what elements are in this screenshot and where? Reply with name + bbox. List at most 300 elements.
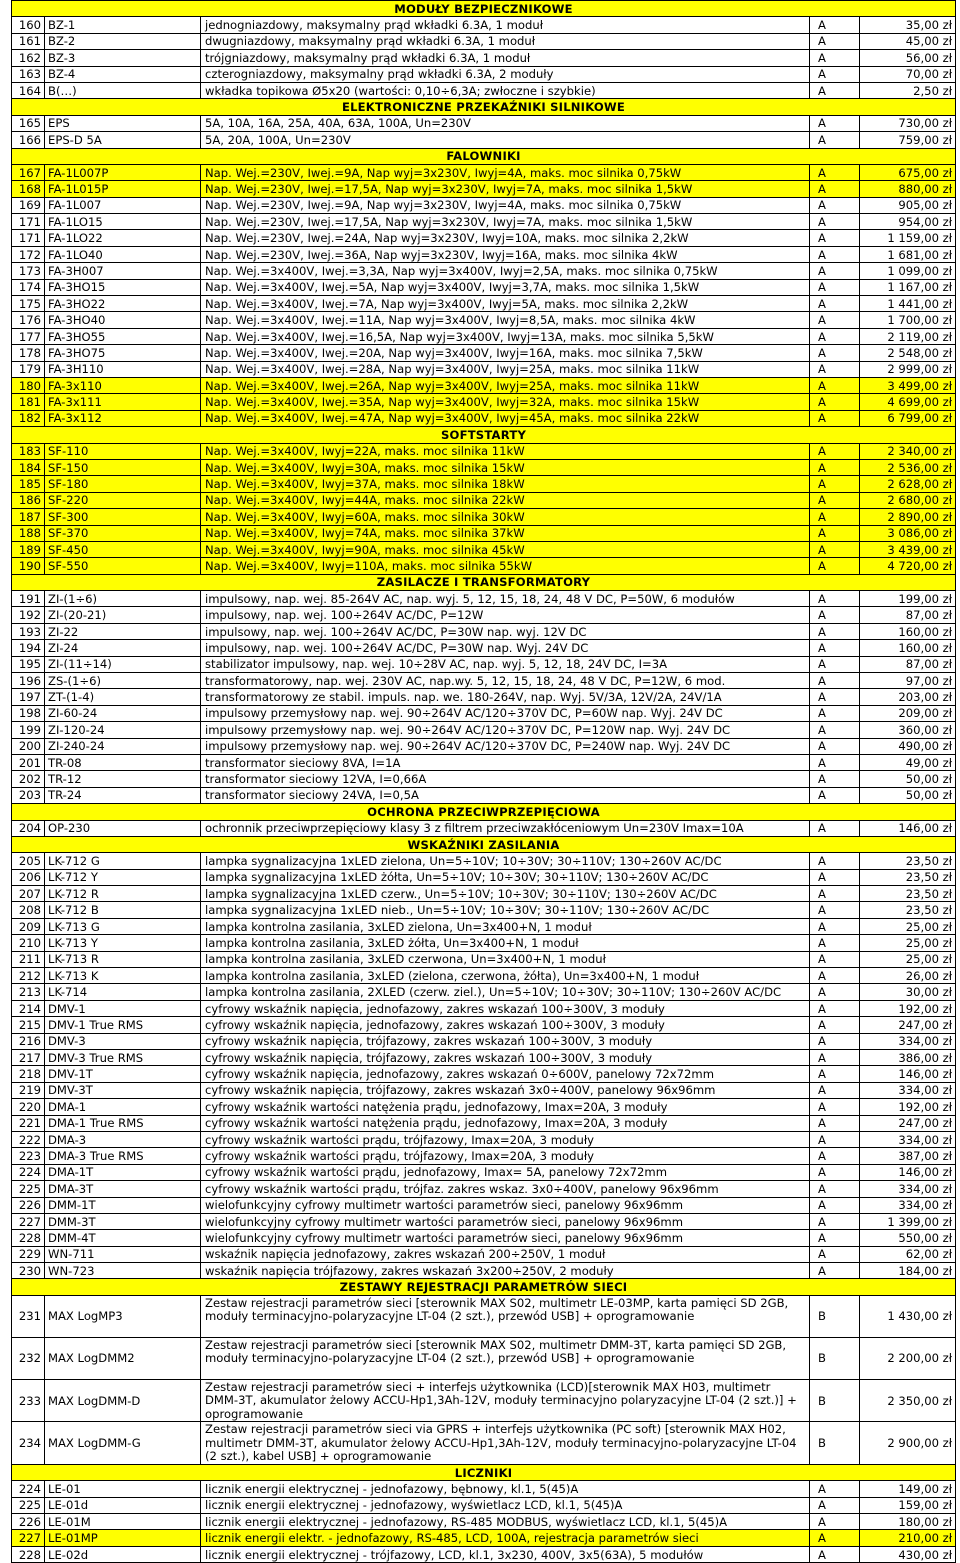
product-code: ZT-(1-4) bbox=[45, 689, 201, 705]
price-group: A bbox=[810, 558, 860, 574]
product-description: licznik energii elektrycznej - jednofazowy, RS-485 MODBUS, wyświetlacz LCD, kl.1, 5(45)A bbox=[201, 1514, 810, 1530]
product-description: Nap. Wej.=3x400V, Iwej.=16,5A, Nap wyj=3x400V, Iwyj=13A, maks. moc silnika 5,5kW bbox=[201, 328, 810, 344]
table-row bbox=[12, 33, 956, 49]
table-row bbox=[12, 853, 956, 869]
section-title: LICZNIKI bbox=[12, 1464, 956, 1480]
price-group: A bbox=[810, 459, 860, 475]
table-row bbox=[12, 312, 956, 328]
product-description: Nap. Wej.=3x400V, Iwej.=3,3A, Nap wyj=3x400V, Iwyj=2,5A, maks. moc silnika 0,75kW bbox=[201, 263, 810, 279]
product-description: cyfrowy wskaźnik napięcia, trójfazowy, zakres wskazań 100÷300V, 3 moduły bbox=[201, 1050, 810, 1066]
product-description: cyfrowy wskaźnik wartości natężenia prądu, jednofazowy, Imax=20A, 3 moduły bbox=[201, 1115, 810, 1131]
product-description: cyfrowy wskaźnik wartości prądu, trójfazowy, Imax=20A, 3 moduły bbox=[201, 1148, 810, 1164]
row-number: 216 bbox=[12, 1033, 45, 1049]
product-price: 2 628,00 zł bbox=[860, 476, 956, 492]
row-number: 233 bbox=[12, 1379, 45, 1422]
product-price: 146,00 zł bbox=[860, 1066, 956, 1082]
product-description: czterogniazdowy, maksymalny prąd wkładki 6.3A, 2 moduły bbox=[201, 66, 810, 82]
price-group: A bbox=[810, 377, 860, 393]
product-price: 180,00 zł bbox=[860, 1514, 956, 1530]
price-group: A bbox=[810, 738, 860, 754]
table-row bbox=[12, 673, 956, 689]
price-group: A bbox=[810, 1164, 860, 1180]
product-description: Nap. Wej.=3x400V, Iwyj=110A, maks. moc silnika 55kW bbox=[201, 558, 810, 574]
product-price: 23,50 zł bbox=[860, 853, 956, 869]
row-number: 214 bbox=[12, 1000, 45, 1016]
product-code: LE-01d bbox=[45, 1497, 201, 1513]
row-number: 183 bbox=[12, 443, 45, 459]
product-price: 2 548,00 zł bbox=[860, 345, 956, 361]
price-group: A bbox=[810, 1181, 860, 1197]
price-list-sheet bbox=[11, 0, 955, 1563]
product-code: FA-1LO40 bbox=[45, 246, 201, 262]
price-group: A bbox=[810, 164, 860, 180]
product-description: lampka kontrolna zasilania, 2XLED (czerw. ziel.), Un=5÷10V; 10÷30V; 30÷110V; 130÷260V AC/DC bbox=[201, 984, 810, 1000]
row-number: 207 bbox=[12, 886, 45, 902]
product-price: 1 681,00 zł bbox=[860, 246, 956, 262]
table-row bbox=[12, 1000, 956, 1016]
product-description: Nap. Wej.=3x400V, Iwyj=22A, maks. moc silnika 11kW bbox=[201, 443, 810, 459]
table-row bbox=[12, 1197, 956, 1213]
product-price: 4 699,00 zł bbox=[860, 394, 956, 410]
table-row bbox=[12, 1422, 956, 1465]
product-code: DMM-4T bbox=[45, 1230, 201, 1246]
product-description: transformator sieciowy 24VA, I=0,5A bbox=[201, 787, 810, 803]
product-code: MAX LogDMM-D bbox=[45, 1379, 201, 1422]
product-price: 26,00 zł bbox=[860, 968, 956, 984]
table-row bbox=[12, 1033, 956, 1049]
product-description: licznik energii elektrycznej - jednofazowy, bębnowy, kl.1, 5(45)A bbox=[201, 1481, 810, 1497]
section-header bbox=[12, 574, 956, 590]
price-group: A bbox=[810, 509, 860, 525]
product-description: 5A, 10A, 16A, 25A, 40A, 63A, 100A, Un=230V bbox=[201, 115, 810, 131]
row-number: 203 bbox=[12, 787, 45, 803]
section-title: SOFTSTARTY bbox=[12, 427, 956, 443]
product-description: transformator sieciowy 8VA, I=1A bbox=[201, 754, 810, 770]
product-price: 146,00 zł bbox=[860, 1164, 956, 1180]
product-price: 87,00 zł bbox=[860, 656, 956, 672]
product-code: DMA-3 True RMS bbox=[45, 1148, 201, 1164]
product-price: 50,00 zł bbox=[860, 771, 956, 787]
table-row bbox=[12, 558, 956, 574]
table-row bbox=[12, 591, 956, 607]
section-header bbox=[12, 427, 956, 443]
table-row bbox=[12, 1263, 956, 1279]
product-description: wielofunkcyjny cyfrowy multimetr wartości parametrów sieci, panelowy 96x96mm bbox=[201, 1213, 810, 1229]
product-code: TR-24 bbox=[45, 787, 201, 803]
table-row bbox=[12, 623, 956, 639]
price-group: A bbox=[810, 754, 860, 770]
product-description: cyfrowy wskaźnik napięcia, jednofazowy, zakres wskazań 0÷600V, panelowy 72x72mm bbox=[201, 1066, 810, 1082]
price-group: A bbox=[810, 640, 860, 656]
product-description: impulsowy przemysłowy nap. wej. 90÷264V AC/120÷370V DC, P=240W nap. Wyj. 24V DC bbox=[201, 738, 810, 754]
table-row bbox=[12, 968, 956, 984]
price-group: A bbox=[810, 246, 860, 262]
product-code: MAX LogDMM2 bbox=[45, 1337, 201, 1379]
price-group: A bbox=[810, 394, 860, 410]
table-row bbox=[12, 279, 956, 295]
product-price: 490,00 zł bbox=[860, 738, 956, 754]
row-number: 227 bbox=[12, 1530, 45, 1546]
table-row bbox=[12, 197, 956, 213]
product-description: cyfrowy wskaźnik napięcia, jednofazowy, zakres wskazań 100÷300V, 3 moduły bbox=[201, 1017, 810, 1033]
product-code: ZI-24 bbox=[45, 640, 201, 656]
price-group: B bbox=[810, 1379, 860, 1422]
row-number: 225 bbox=[12, 1497, 45, 1513]
product-description: Nap. Wej.=3x400V, Iwyj=60A, maks. moc silnika 30kW bbox=[201, 509, 810, 525]
product-code: FA-1L015P bbox=[45, 181, 201, 197]
product-code: SF-370 bbox=[45, 525, 201, 541]
product-price: 880,00 zł bbox=[860, 181, 956, 197]
product-code: DMA-3T bbox=[45, 1181, 201, 1197]
product-price: 56,00 zł bbox=[860, 50, 956, 66]
product-description: Nap. Wej.=3x400V, Iwyj=44A, maks. moc silnika 22kW bbox=[201, 492, 810, 508]
row-number: 204 bbox=[12, 820, 45, 836]
table-row bbox=[12, 296, 956, 312]
product-description: Nap. Wej.=230V, Iwej.=9A, Nap wyj=3x230V, Iwyj=4A, maks. moc silnika 0,75kW bbox=[201, 197, 810, 213]
product-description: Nap. Wej.=3x400V, Iwej.=5A, Nap wyj=3x400V, Iwyj=3,7A, maks. moc silnika 1,5kW bbox=[201, 279, 810, 295]
price-group: A bbox=[810, 1115, 860, 1131]
row-number: 201 bbox=[12, 754, 45, 770]
product-price: 2 200,00 zł bbox=[860, 1337, 956, 1379]
price-group: A bbox=[810, 328, 860, 344]
table-row bbox=[12, 66, 956, 82]
row-number: 177 bbox=[12, 328, 45, 344]
table-row bbox=[12, 1017, 956, 1033]
product-price: 49,00 zł bbox=[860, 754, 956, 770]
product-code: DMV-1 bbox=[45, 1000, 201, 1016]
price-group: A bbox=[810, 1497, 860, 1513]
row-number: 231 bbox=[12, 1295, 45, 1337]
row-number: 174 bbox=[12, 279, 45, 295]
product-code: TR-08 bbox=[45, 754, 201, 770]
price-group: A bbox=[810, 722, 860, 738]
product-code: LE-01MP bbox=[45, 1530, 201, 1546]
product-price: 1 399,00 zł bbox=[860, 1213, 956, 1229]
product-price: 149,00 zł bbox=[860, 1481, 956, 1497]
row-number: 213 bbox=[12, 984, 45, 1000]
product-description: Zestaw rejestracji parametrów sieci + interfejs użytkownika (LCD)[sterownik MAX H03, multimetr DMM-3T, akumulator żelowy ACCU-Hp1,3Ah-12V, moduły terminacyjno polaryzacyjne LT-04 (2 szt.)] + oprogramowanie bbox=[201, 1379, 810, 1422]
table-row bbox=[12, 1115, 956, 1131]
table-row bbox=[12, 1181, 956, 1197]
table-row bbox=[12, 132, 956, 148]
row-number: 205 bbox=[12, 853, 45, 869]
product-code: DMM-3T bbox=[45, 1213, 201, 1229]
price-group: A bbox=[810, 951, 860, 967]
table-row bbox=[12, 1546, 956, 1562]
price-group: A bbox=[810, 476, 860, 492]
table-row bbox=[12, 263, 956, 279]
row-number: 215 bbox=[12, 1017, 45, 1033]
product-description: Nap. Wej.=3x400V, Iwej.=28A, Nap wyj=3x400V, Iwyj=25A, maks. moc silnika 11kW bbox=[201, 361, 810, 377]
table-row bbox=[12, 951, 956, 967]
product-price: 2 350,00 zł bbox=[860, 1379, 956, 1422]
product-price: 45,00 zł bbox=[860, 33, 956, 49]
product-code: WN-723 bbox=[45, 1263, 201, 1279]
product-price: 1 430,00 zł bbox=[860, 1295, 956, 1337]
product-code: WN-711 bbox=[45, 1246, 201, 1262]
section-header bbox=[12, 1279, 956, 1295]
product-code: MAX LogMP3 bbox=[45, 1295, 201, 1337]
product-price: 2 536,00 zł bbox=[860, 459, 956, 475]
product-code: FA-3HO40 bbox=[45, 312, 201, 328]
product-price: 23,50 zł bbox=[860, 886, 956, 902]
product-code: FA-1LO15 bbox=[45, 214, 201, 230]
table-row bbox=[12, 935, 956, 951]
row-number: 234 bbox=[12, 1422, 45, 1465]
price-group: A bbox=[810, 607, 860, 623]
product-price: 23,50 zł bbox=[860, 869, 956, 885]
row-number: 184 bbox=[12, 459, 45, 475]
product-code: DMA-1 bbox=[45, 1099, 201, 1115]
row-number: 188 bbox=[12, 525, 45, 541]
price-group: B bbox=[810, 1295, 860, 1337]
product-price: 387,00 zł bbox=[860, 1148, 956, 1164]
row-number: 212 bbox=[12, 968, 45, 984]
table-row bbox=[12, 722, 956, 738]
product-description: lampka sygnalizacyjna 1xLED nieb., Un=5÷10V; 10÷30V; 30÷110V; 130÷260V AC/DC bbox=[201, 902, 810, 918]
product-code: DMV-3T bbox=[45, 1082, 201, 1098]
product-code: ZI-120-24 bbox=[45, 722, 201, 738]
product-price: 6 799,00 zł bbox=[860, 410, 956, 426]
row-number: 217 bbox=[12, 1050, 45, 1066]
product-description: lampka sygnalizacyjna 1xLED czerw., Un=5÷10V; 10÷30V; 30÷110V; 130÷260V AC/DC bbox=[201, 886, 810, 902]
product-code: SF-450 bbox=[45, 541, 201, 557]
product-description: Nap. Wej.=3x400V, Iwej.=7A, Nap wyj=3x400V, Iwyj=5A, maks. moc silnika 2,2kW bbox=[201, 296, 810, 312]
table-row bbox=[12, 1148, 956, 1164]
row-number: 163 bbox=[12, 66, 45, 82]
product-code: ZS-(1÷6) bbox=[45, 673, 201, 689]
product-description: Zestaw rejestracji parametrów sieci via GPRS + interfejs użytkownika (PC soft) [sterownik MAX H02, multimetr DMM-3T, akumulator żelowy ACCU-Hp1,3Ah-12V, moduły terminacyjno-polaryzacyjne LT-04 (2 szt.), kabel USB] + oprogramowanie bbox=[201, 1422, 810, 1465]
product-price: 3 439,00 zł bbox=[860, 541, 956, 557]
price-group: A bbox=[810, 689, 860, 705]
price-group: A bbox=[810, 1263, 860, 1279]
product-price: 1 167,00 zł bbox=[860, 279, 956, 295]
product-code: TR-12 bbox=[45, 771, 201, 787]
product-price: 247,00 zł bbox=[860, 1017, 956, 1033]
product-description: lampka sygnalizacyjna 1xLED żółta, Un=5÷10V; 10÷30V; 30÷110V; 130÷260V AC/DC bbox=[201, 869, 810, 885]
product-price: 146,00 zł bbox=[860, 820, 956, 836]
product-code: LK-712 R bbox=[45, 886, 201, 902]
price-group: A bbox=[810, 771, 860, 787]
table-row bbox=[12, 1131, 956, 1147]
product-description: lampka kontrolna zasilania, 3xLED żółta, Un=3x400+N, 1 moduł bbox=[201, 935, 810, 951]
product-price: 97,00 zł bbox=[860, 673, 956, 689]
row-number: 168 bbox=[12, 181, 45, 197]
product-price: 160,00 zł bbox=[860, 623, 956, 639]
price-group: A bbox=[810, 1017, 860, 1033]
table-row bbox=[12, 1164, 956, 1180]
table-row bbox=[12, 1246, 956, 1262]
product-description: Nap. Wej.=230V, Iwej.=24A, Nap wyj=3x230V, Iwyj=10A, maks. moc silnika 2,2kW bbox=[201, 230, 810, 246]
product-price: 386,00 zł bbox=[860, 1050, 956, 1066]
product-price: 334,00 zł bbox=[860, 1082, 956, 1098]
price-group: A bbox=[810, 853, 860, 869]
product-code: SF-300 bbox=[45, 509, 201, 525]
row-number: 200 bbox=[12, 738, 45, 754]
product-code: LK-713 R bbox=[45, 951, 201, 967]
table-row bbox=[12, 886, 956, 902]
row-number: 187 bbox=[12, 509, 45, 525]
table-row bbox=[12, 705, 956, 721]
table-row bbox=[12, 164, 956, 180]
row-number: 185 bbox=[12, 476, 45, 492]
price-group: A bbox=[810, 50, 860, 66]
price-group: A bbox=[810, 1197, 860, 1213]
product-price: 4 720,00 zł bbox=[860, 558, 956, 574]
product-description: dwugniazdowy, maksymalny prąd wkładki 6.3A, 1 moduł bbox=[201, 33, 810, 49]
product-description: transformatorowy ze stabil. impuls. nap. we. 180-264V, nap. Wyj. 5V/3A, 12V/2A, 24V/1A bbox=[201, 689, 810, 705]
price-group: A bbox=[810, 673, 860, 689]
row-number: 219 bbox=[12, 1082, 45, 1098]
product-price: 2 999,00 zł bbox=[860, 361, 956, 377]
product-price: 2 900,00 zł bbox=[860, 1422, 956, 1465]
row-number: 180 bbox=[12, 377, 45, 393]
price-table bbox=[11, 0, 956, 1563]
price-group: B bbox=[810, 1337, 860, 1379]
section-header bbox=[12, 836, 956, 852]
row-number: 226 bbox=[12, 1514, 45, 1530]
table-row bbox=[12, 246, 956, 262]
table-row bbox=[12, 377, 956, 393]
table-row bbox=[12, 918, 956, 934]
product-code: BZ-1 bbox=[45, 17, 201, 33]
product-code: FA-3x112 bbox=[45, 410, 201, 426]
product-price: 184,00 zł bbox=[860, 1263, 956, 1279]
row-number: 232 bbox=[12, 1337, 45, 1379]
price-group: A bbox=[810, 279, 860, 295]
table-row bbox=[12, 1066, 956, 1082]
price-group: A bbox=[810, 197, 860, 213]
table-row bbox=[12, 443, 956, 459]
product-price: 87,00 zł bbox=[860, 607, 956, 623]
product-code: LE-02d bbox=[45, 1546, 201, 1562]
table-row bbox=[12, 1337, 956, 1379]
product-code: FA-3HO15 bbox=[45, 279, 201, 295]
price-group: A bbox=[810, 82, 860, 98]
price-group: A bbox=[810, 312, 860, 328]
product-price: 759,00 zł bbox=[860, 132, 956, 148]
price-group: A bbox=[810, 1066, 860, 1082]
section-title: OCHRONA PRZECIWPRZEPIĘCIOWA bbox=[12, 804, 956, 820]
product-code: SF-220 bbox=[45, 492, 201, 508]
product-price: 2 890,00 zł bbox=[860, 509, 956, 525]
product-price: 247,00 zł bbox=[860, 1115, 956, 1131]
product-code: LK-712 Y bbox=[45, 869, 201, 885]
table-row bbox=[12, 541, 956, 557]
row-number: 226 bbox=[12, 1197, 45, 1213]
product-code: DMA-1 True RMS bbox=[45, 1115, 201, 1131]
product-description: Nap. Wej.=3x400V, Iwyj=37A, maks. moc silnika 18kW bbox=[201, 476, 810, 492]
product-price: 3 499,00 zł bbox=[860, 377, 956, 393]
price-group: A bbox=[810, 492, 860, 508]
price-table-body bbox=[12, 1, 956, 1563]
product-code: DMM-1T bbox=[45, 1197, 201, 1213]
product-code: DMV-1 True RMS bbox=[45, 1017, 201, 1033]
product-price: 954,00 zł bbox=[860, 214, 956, 230]
product-description: Zestaw rejestracji parametrów sieci [sterownik MAX S02, multimetr LE-03MP, karta pamięci SD 2GB, moduły terminacyjno-polaryzacyjne LT-04 (2 szt.), przewód USB] + oprogramowanie bbox=[201, 1295, 810, 1337]
row-number: 222 bbox=[12, 1131, 45, 1147]
section-header bbox=[12, 1464, 956, 1480]
product-description: wskaźnik napięcia jednofazowy, zakres wskazań 200÷250V, 1 moduł bbox=[201, 1246, 810, 1262]
product-price: 203,00 zł bbox=[860, 689, 956, 705]
product-description: Nap. Wej.=3x400V, Iwyj=90A, maks. moc silnika 45kW bbox=[201, 541, 810, 557]
row-number: 160 bbox=[12, 17, 45, 33]
price-group: A bbox=[810, 132, 860, 148]
product-description: Nap. Wej.=3x400V, Iwej.=20A, Nap wyj=3x400V, Iwyj=16A, maks. moc silnika 7,5kW bbox=[201, 345, 810, 361]
product-code: SF-110 bbox=[45, 443, 201, 459]
table-row bbox=[12, 410, 956, 426]
product-code: LK-713 Y bbox=[45, 935, 201, 951]
price-group: A bbox=[810, 869, 860, 885]
row-number: 181 bbox=[12, 394, 45, 410]
row-number: 182 bbox=[12, 410, 45, 426]
product-code: EPS bbox=[45, 115, 201, 131]
product-code: LE-01M bbox=[45, 1514, 201, 1530]
price-group: A bbox=[810, 787, 860, 803]
product-code: SF-150 bbox=[45, 459, 201, 475]
product-code: OP-230 bbox=[45, 820, 201, 836]
price-group: A bbox=[810, 1514, 860, 1530]
table-row bbox=[12, 689, 956, 705]
table-row bbox=[12, 902, 956, 918]
price-group: A bbox=[810, 1546, 860, 1562]
row-number: 198 bbox=[12, 705, 45, 721]
price-group: A bbox=[810, 935, 860, 951]
product-description: jednogniazdowy, maksymalny prąd wkładki 6.3A, 1 moduł bbox=[201, 17, 810, 33]
section-title: ZASILACZE I TRANSFORMATORY bbox=[12, 574, 956, 590]
product-description: Nap. Wej.=3x400V, Iwyj=74A, maks. moc silnika 37kW bbox=[201, 525, 810, 541]
row-number: 190 bbox=[12, 558, 45, 574]
product-price: 430,00 zł bbox=[860, 1546, 956, 1562]
row-number: 199 bbox=[12, 722, 45, 738]
product-description: ochronnik przeciwprzepięciowy klasy 3 z filtrem przeciwzakłóceniowym Un=230V Imax=10A bbox=[201, 820, 810, 836]
table-row bbox=[12, 476, 956, 492]
row-number: 165 bbox=[12, 115, 45, 131]
product-description: trójgniazdowy, maksymalny prąd wkładki 6.3A, 1 moduł bbox=[201, 50, 810, 66]
product-code: B(…) bbox=[45, 82, 201, 98]
product-code: FA-1L007 bbox=[45, 197, 201, 213]
price-group: A bbox=[810, 181, 860, 197]
product-code: LE-01 bbox=[45, 1481, 201, 1497]
table-row bbox=[12, 1099, 956, 1115]
row-number: 167 bbox=[12, 164, 45, 180]
section-title: ELEKTRONICZNE PRZEKAŹNIKI SILNIKOWE bbox=[12, 99, 956, 115]
product-price: 159,00 zł bbox=[860, 1497, 956, 1513]
table-row bbox=[12, 1530, 956, 1546]
price-group: A bbox=[810, 1246, 860, 1262]
product-description: licznik energii elektr. - jednofazowy, RS-485, LCD, 100A, rejestracja parametrów sieci bbox=[201, 1530, 810, 1546]
row-number: 194 bbox=[12, 640, 45, 656]
product-code: LK-714 bbox=[45, 984, 201, 1000]
product-code: ZI-(20-21) bbox=[45, 607, 201, 623]
row-number: 208 bbox=[12, 902, 45, 918]
section-header bbox=[12, 1, 956, 17]
table-row bbox=[12, 50, 956, 66]
price-group: A bbox=[810, 541, 860, 557]
table-row bbox=[12, 656, 956, 672]
price-group: A bbox=[810, 1082, 860, 1098]
product-code: LK-713 G bbox=[45, 918, 201, 934]
price-group: A bbox=[810, 230, 860, 246]
price-group: B bbox=[810, 1422, 860, 1465]
table-row bbox=[12, 738, 956, 754]
row-number: 192 bbox=[12, 607, 45, 623]
product-price: 160,00 zł bbox=[860, 640, 956, 656]
product-price: 25,00 zł bbox=[860, 918, 956, 934]
price-group: A bbox=[810, 33, 860, 49]
table-row bbox=[12, 1497, 956, 1513]
price-group: A bbox=[810, 1213, 860, 1229]
